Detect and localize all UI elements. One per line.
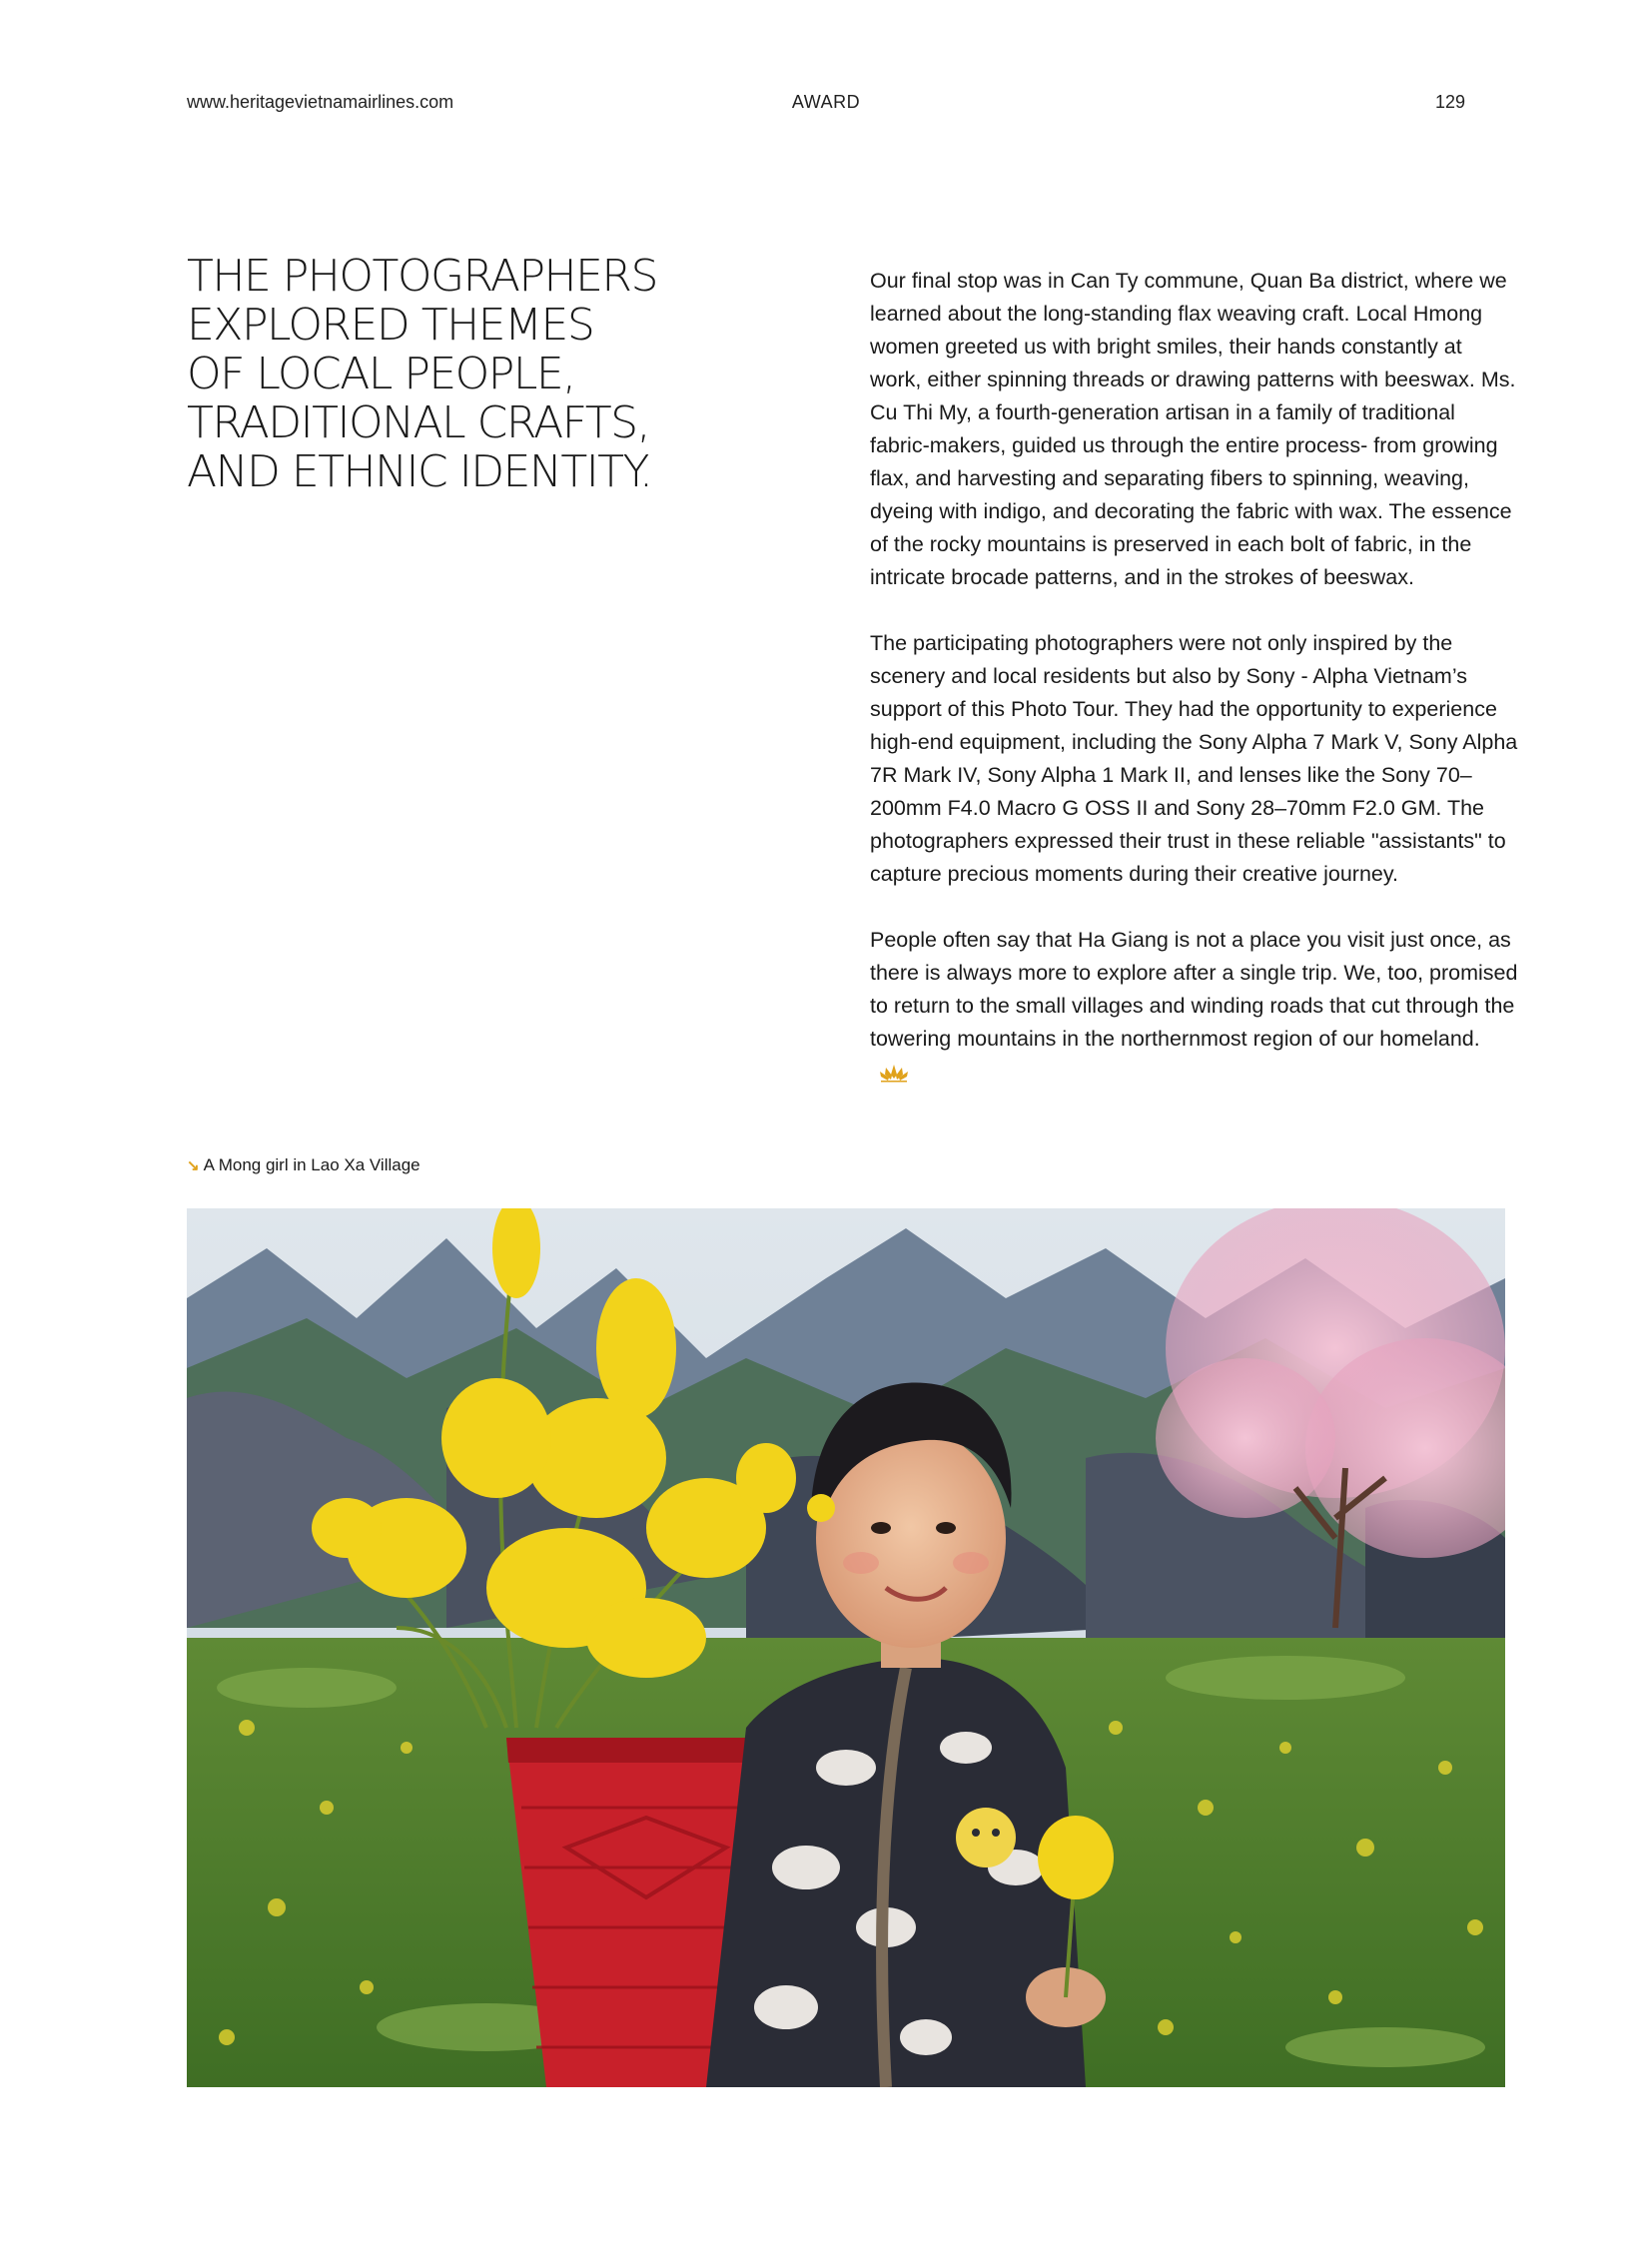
website-url[interactable]: www.heritagevietnamairlines.com bbox=[187, 92, 454, 112]
body-paragraph-text: People often say that Ha Giang is not a place you visit just once, as there is always more to explore after a single trip. We, too, promised to return to the small villages and winding roads that cut through the towering mountains in the northernmost region of our homeland. bbox=[870, 928, 1518, 1051]
pull-quote-line: AND ETHNIC IDENTITY. bbox=[187, 446, 652, 497]
section-label: AWARD bbox=[791, 92, 861, 112]
photo-caption bbox=[187, 1155, 420, 1175]
pull-quote-line: EXPLORED THEMES bbox=[187, 300, 594, 351]
pull-quote bbox=[187, 252, 706, 496]
page-header bbox=[187, 92, 1465, 118]
lotus-icon bbox=[878, 1063, 910, 1083]
caption-text: A Mong girl in Lao Xa Village bbox=[203, 1155, 420, 1174]
body-paragraph: Our final stop was in Can Ty commune, Quan Ba district, where we learned about the long-standing flax weaving craft. Local Hmong women greeted us with bright smiles, their hands constantly at work, either spinning threads or drawing patterns with beeswax. Ms. Cu Thi My, a fourth-generation artisan in a family of traditional fabric-makers, guided us through the entire process- from growing flax, and harvesting and separating fibers to spinning, weaving, dyeing with indigo, and decorating the fabric with wax. The essence of the rocky mountains is preserved in each bolt of fabric, in the intricate brocade patterns, and in the strokes of beeswax. bbox=[870, 269, 1516, 589]
pull-quote-line: THE PHOTOGRAPHERS bbox=[187, 251, 657, 302]
pull-quote-line: TRADITIONAL CRAFTS, bbox=[187, 397, 650, 448]
photo-mong-girl bbox=[187, 1208, 1505, 2087]
body-paragraph-last bbox=[870, 924, 1519, 1089]
arrow-down-right-icon: ↘ bbox=[187, 1157, 200, 1174]
article-body bbox=[870, 265, 1519, 1089]
page-number: 129 bbox=[1434, 92, 1465, 112]
body-paragraph: The participating photographers were not only inspired by the scenery and local residents but also by Sony - Alpha Vietnam’s support of this Photo Tour. They had the opportunity to experience high-end equipment, including the Sony Alpha 7 Mark V, Sony Alpha 7R Mark IV, Sony Alpha 1 Mark II, and lenses like the Sony 70–200mm F4.0 Macro G OSS II and Sony 28–70mm F2.0 GM. The photographers expressed their trust in these reliable "assistants" to capture precious moments during their creative journey. bbox=[870, 631, 1518, 886]
pull-quote-line: OF LOCAL PEOPLE, bbox=[187, 349, 575, 399]
